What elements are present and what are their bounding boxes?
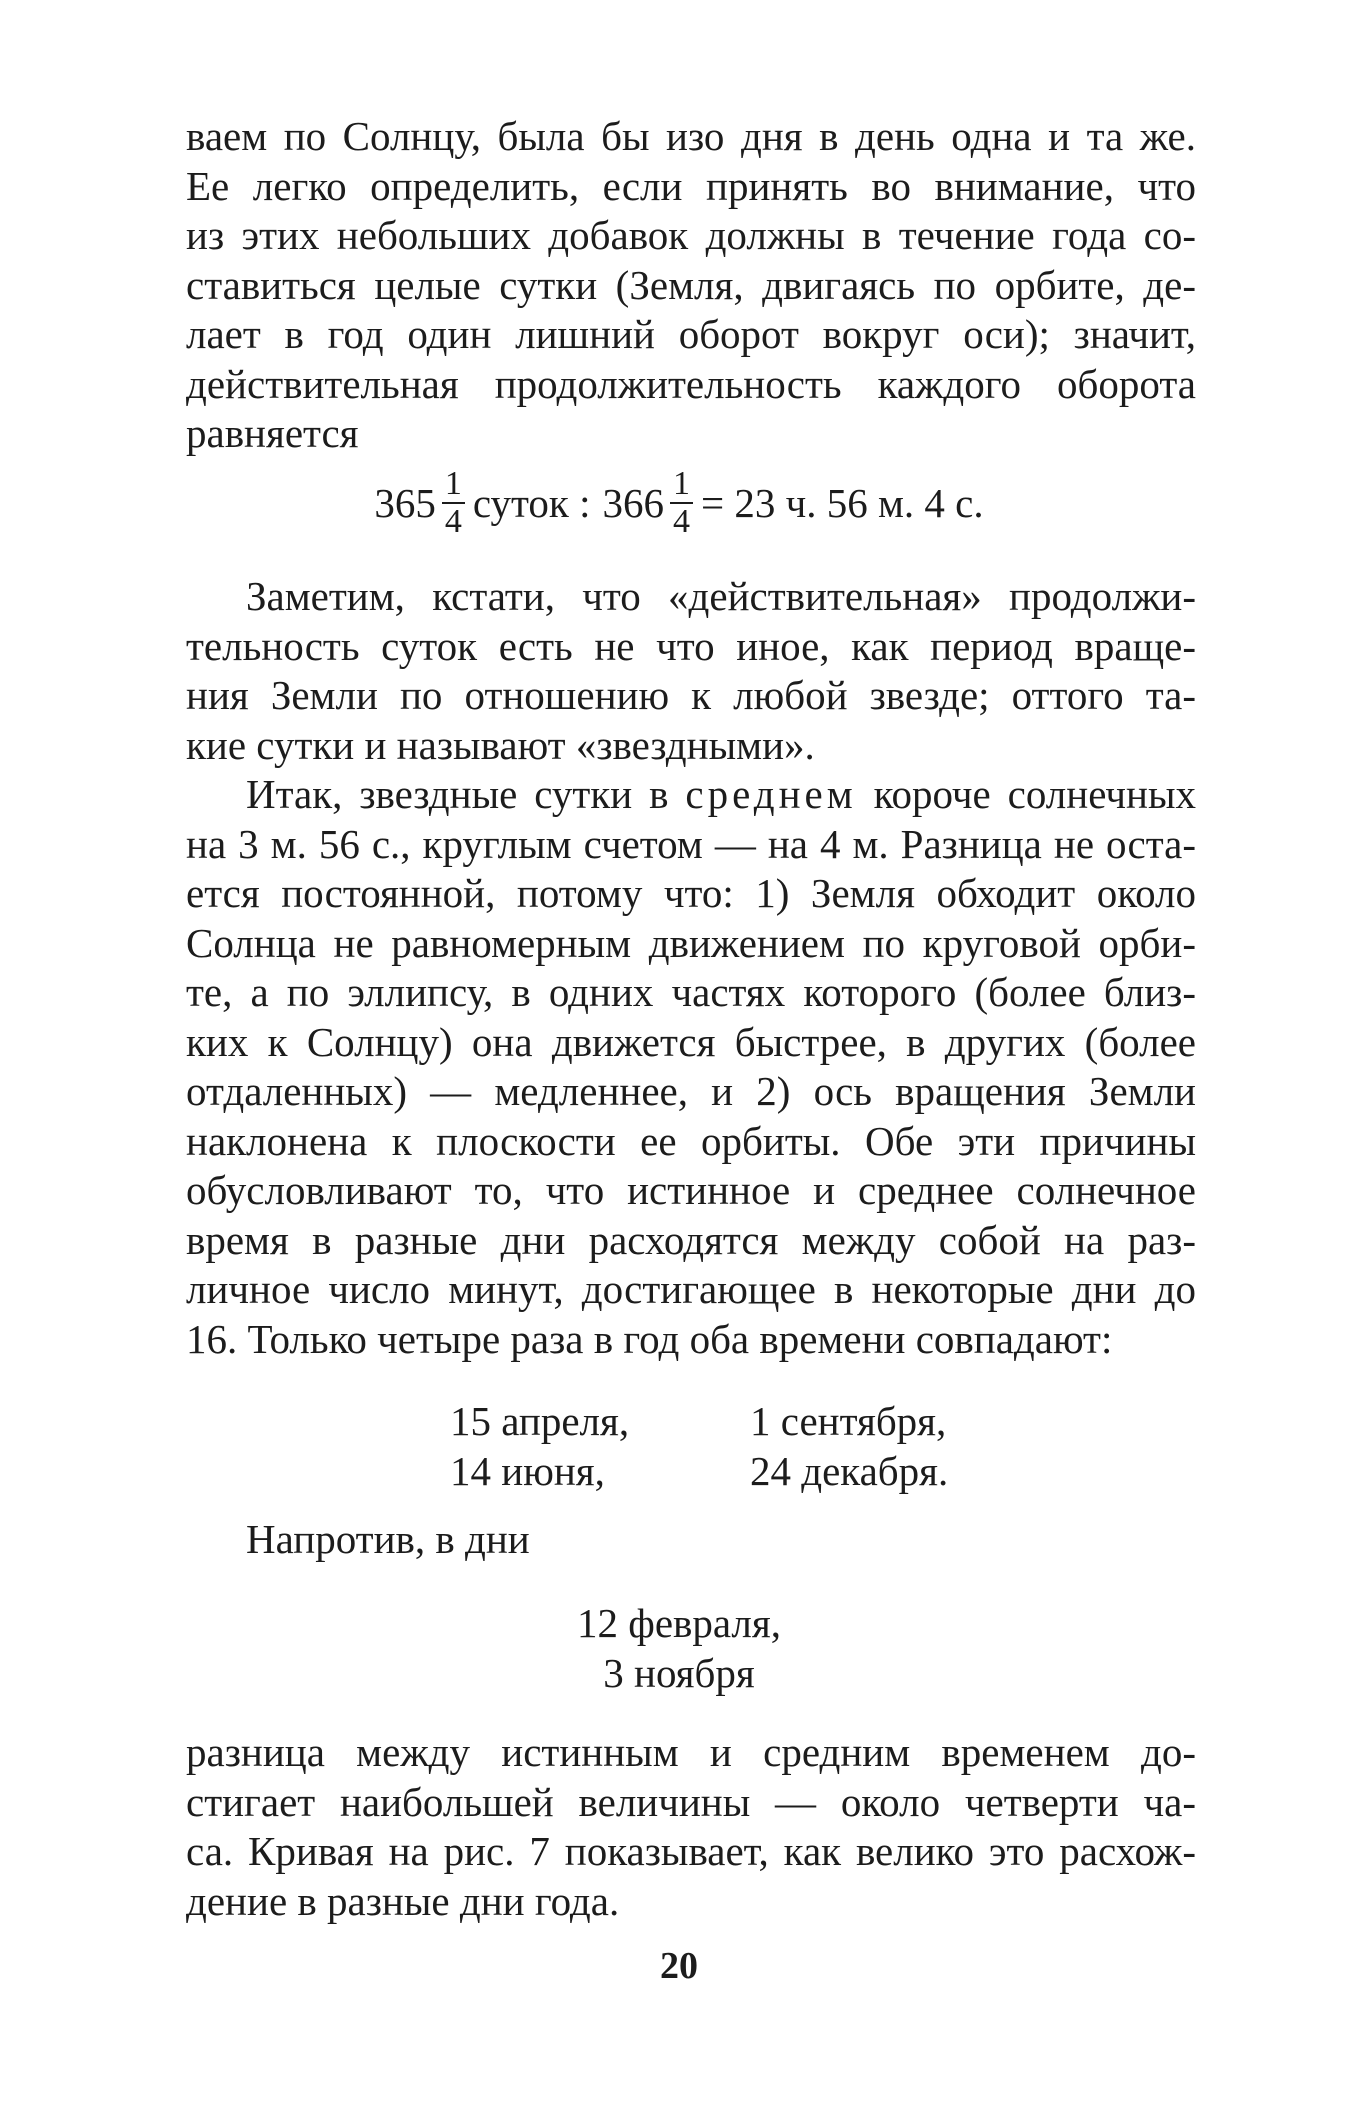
table-row xyxy=(450,1446,948,1496)
text-line: лает в год один лишний оборот вокруг оси); значит, xyxy=(186,311,1196,357)
table-row xyxy=(450,1396,948,1446)
text-line: разница между истинным и средним временем до- xyxy=(186,1729,1196,1775)
text-line: Заметим, кстати, что «действительная» продолжи- xyxy=(246,573,1196,619)
text-line: стигает наибольшей величины — около четверти ча- xyxy=(186,1778,1196,1825)
text-line: равняется xyxy=(186,410,359,456)
fraction-numerator: 1 xyxy=(670,466,693,504)
fraction-b xyxy=(670,466,693,540)
text-line: отдаленных) — медленнее, и 2) ось вращения Земли xyxy=(186,1068,1196,1114)
text-line: дение в разные дни года. xyxy=(186,1877,620,1924)
paragraph-max-difference xyxy=(186,1728,1196,1926)
formula xyxy=(0,466,1358,540)
text-line: из этих небольших добавок должны в течение года со- xyxy=(186,212,1196,258)
date-cell: 24 декабря. xyxy=(750,1448,949,1494)
opposite-intro: Напротив, в дни xyxy=(246,1516,530,1562)
date-cell: 14 июня, xyxy=(450,1448,605,1494)
text-line: 16. Только четыре раза в год оба времени совпадают: xyxy=(186,1315,1113,1362)
max-date-line: 3 ноября xyxy=(603,1650,755,1696)
text-line: действительная продолжительность каждого оборота xyxy=(186,360,1196,407)
text-line: личное число минут, достигающее в некоторые дни до xyxy=(186,1266,1196,1312)
emphasis-word: среднем xyxy=(685,771,857,817)
text-line: кие сутки и называют «звездными». xyxy=(186,721,815,768)
max-date-line: 12 февраля, xyxy=(577,1600,781,1646)
text-line: ния Земли по отношению к любой звезде; оттого та- xyxy=(186,672,1196,718)
text-line: на 3 м. 56 с., круглым счетом — на 4 м. Разница не оста- xyxy=(186,820,1196,867)
date-cell: 15 апреля, xyxy=(450,1398,630,1444)
fraction-numerator: 1 xyxy=(442,466,465,504)
paragraph-sidereal xyxy=(186,572,1196,770)
coincide-dates-table xyxy=(450,1396,948,1496)
fraction-a xyxy=(442,466,465,540)
text-line: ких к Солнцу) она движется быстрее, в других (более xyxy=(186,1018,1196,1065)
text-line: тельность суток есть не что иное, как период враще- xyxy=(186,622,1196,669)
text-line: те, а по эллипсу, в одних частях которого (более близ- xyxy=(186,969,1196,1015)
text-line: Солнца не равномерным движением по круговой орби- xyxy=(186,919,1196,966)
text-line: обусловливают то, что истинное и среднее солнечное xyxy=(186,1167,1196,1213)
fraction-denominator: 4 xyxy=(444,503,462,540)
fraction-denominator: 4 xyxy=(672,503,690,540)
formula-result: = 23 ч. 56 м. 4 с. xyxy=(700,480,984,526)
text-line: Ее легко определить, если принять во внимание, что xyxy=(186,162,1196,209)
text-line: Итак, звездные сутки в среднем короче солнечных xyxy=(246,771,1196,817)
paragraph-difference xyxy=(186,770,1196,1364)
text-line: наклонена к плоскости ее орбиты. Обе эти причины xyxy=(186,1117,1196,1164)
text-line: ставиться целые сутки (Земля, двигаясь по орбите, де- xyxy=(186,261,1196,308)
text-line: ется постоянной, потому что: 1) Земля обходит около xyxy=(186,870,1196,916)
page-number: 20 xyxy=(660,1945,698,1987)
formula-whole-a: 365 xyxy=(374,480,436,526)
formula-unit: суток : xyxy=(472,480,591,526)
text-line: са. Кривая на рис. 7 показывает, как велико это расхож- xyxy=(186,1828,1196,1874)
date-cell: 1 сентября, xyxy=(750,1398,947,1444)
paragraph-continuation xyxy=(186,112,1196,459)
formula-whole-b: 366 xyxy=(602,480,664,526)
text-line: время в разные дни расходятся между собой на раз- xyxy=(186,1216,1196,1263)
text-line: ваем по Солнцу, была бы изо дня в день одна и та же. xyxy=(186,113,1196,159)
